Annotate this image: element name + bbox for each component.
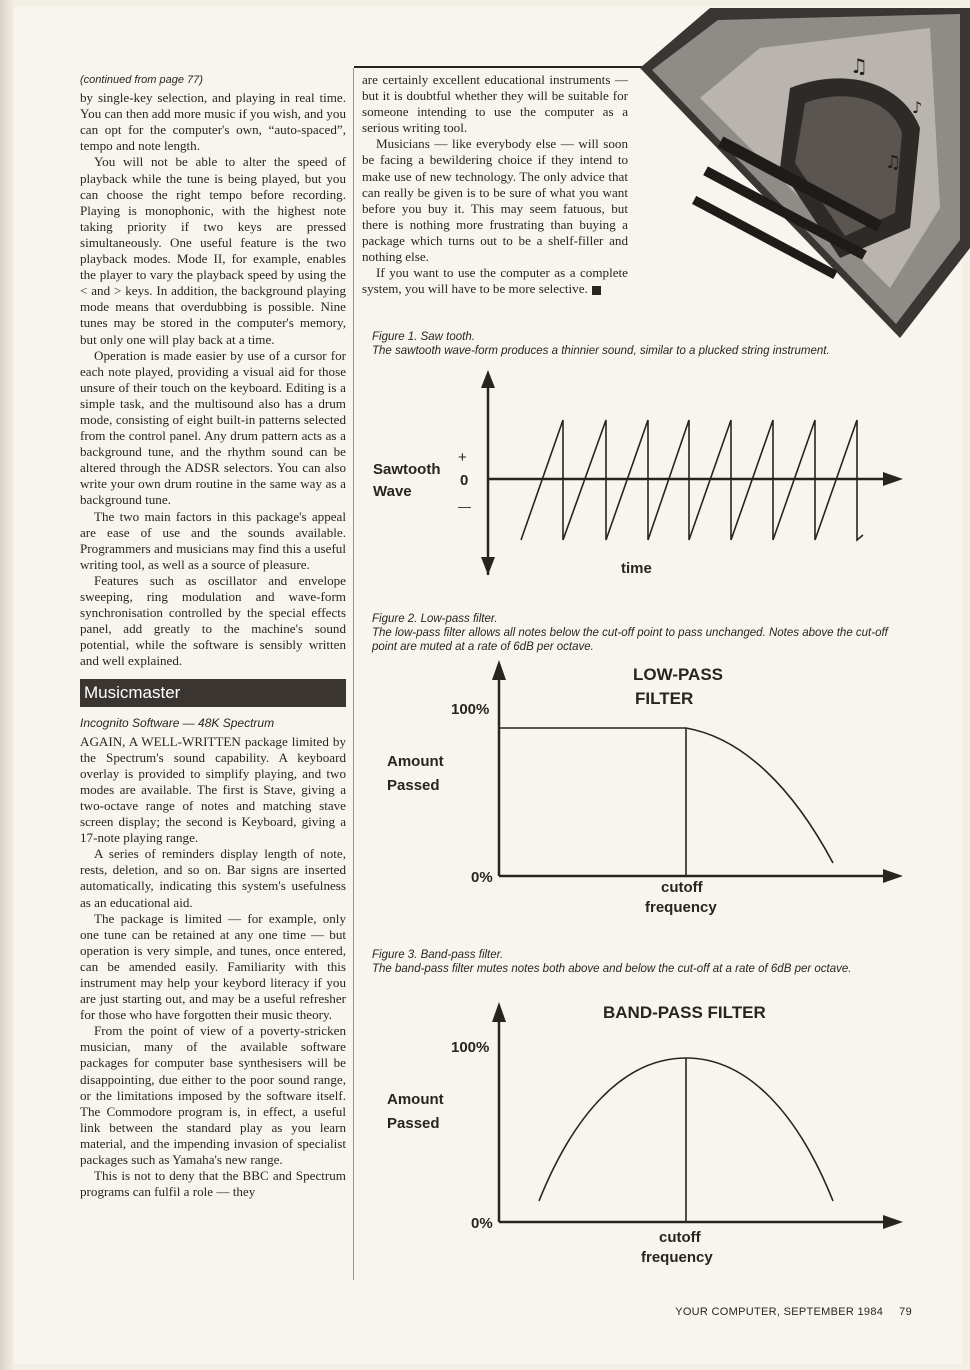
top-label: 100% <box>451 1039 490 1056</box>
y-axis-label: Wave <box>373 483 412 500</box>
figure1-caption <box>372 330 912 358</box>
x-axis-label: cutoff <box>661 879 703 896</box>
chart-title: FILTER <box>635 689 694 708</box>
figure1-description: The sawtooth wave-form produces a thinnier sound, similar to a plucked string instrument. <box>372 345 830 357</box>
low-pass-curve <box>499 728 833 863</box>
x-axis-label: cutoff <box>659 1229 701 1246</box>
paragraph: You will not be able to alter the speed of playback while the tune is being played, but you can choose the right tempo before recording. Playing is monophonic, with the highest note taking priority if two keys are pressed simultaneously. One useful feature is the two playback modes. Mode II, for example, enables the player to vary the playback speed by using the < and > keys. In addition, the background playing mode means that overdubbing is possible. Nine tunes may be stored in the computer's memory, but only one will play back at a time. <box>80 154 346 347</box>
paragraph: A series of reminders display length of note, rests, deletion, and so on. Bar signs are inserted automatically, indicating this system's usefulness as an educational aid. <box>80 846 346 910</box>
low-pass-chart <box>363 658 911 920</box>
column-divider <box>353 68 354 1280</box>
figure2-caption <box>372 612 912 654</box>
page-footer <box>659 1306 912 1318</box>
paragraph: by single-key selection, and playing in real time. You can then add more music if you wish, and you can opt for the computer's own, “auto-spaced”, tempo and note length. <box>80 90 346 154</box>
plus-label: + <box>458 449 467 466</box>
paragraph-text: If you want to use the computer as a complete system, you will have to be more selective. <box>362 265 628 297</box>
figure2-title: Figure 2. Low-pass filter. <box>372 613 498 625</box>
y-axis-label: Sawtooth <box>373 461 441 478</box>
x-axis-label: frequency <box>641 1249 713 1266</box>
x-axis-label: time <box>621 560 652 577</box>
piano-photo <box>640 8 970 338</box>
paragraph: Operation is made easier by use of a cursor for each note played, providing a visual aid for those unsure of their touch on the keyboard. Editing is a simple task, and the multisound also has a drum mode, consisting of eight built-in patterns selected from the control panel. Any drum pattern acts as a background tune, and the rhythm sound can be altered through the ADSR selectors. You can also write your own drum routine in the same way as a background tune. <box>80 347 346 508</box>
right-column <box>362 72 628 297</box>
paragraph: From the point of view of a poverty-stricken musician, many of the available software packages for computer base synthesisers will be disappointing, due either to the poor sound range, or the limitations imposed by the software itself. The Commodore program is, in effect, a useful link between the standard play as you learn material, and the impending invasion of specialist packages such as Yamaha's new range. <box>80 1023 346 1167</box>
svg-text:♫: ♫ <box>850 54 868 78</box>
y-axis-label: Passed <box>387 1115 440 1132</box>
y-axis-label: Passed <box>387 777 440 794</box>
svg-text:♪: ♪ <box>912 98 923 117</box>
end-mark-icon <box>592 286 601 295</box>
bottom-label: 0% <box>471 1215 493 1232</box>
page-edge <box>0 0 14 1370</box>
paragraph: This is not to deny that the BBC and Spectrum programs can fulfil a role — they <box>80 1168 346 1200</box>
top-rule <box>354 66 644 68</box>
section-heading: Musicmaster <box>80 679 346 707</box>
chart-title: BAND-PASS FILTER <box>603 1003 766 1022</box>
figure3-title: Figure 3. Band-pass filter. <box>372 949 504 961</box>
figure3-description: The band-pass filter mutes notes both above and below the cut-off at a rate of 6dB per octave. <box>372 963 852 975</box>
chart-title: LOW-PASS <box>633 665 724 684</box>
paragraph: Features such as oscillator and envelope sweeping, ring modulation and wave-form synchronisation controlled by the special effects panel, add greatly to the machine's sound potential, while the software is sensibly written and well explained. <box>80 572 346 669</box>
y-axis-label: Amount <box>387 1091 444 1108</box>
x-axis-label: frequency <box>645 899 717 916</box>
figure2-description: The low-pass filter allows all notes below the cut-off point to pass unchanged. Notes above the cut-off point are muted at a rate of 6dB per octave. <box>372 627 888 653</box>
page-number: 79 <box>899 1306 912 1318</box>
paragraph: AGAIN, A WELL-WRITTEN package limited by the Spectrum's sound capability. A keyboard overlay is provided to simplify playing, and two modes are available. The first is Stave, giving a two-octave range of notes and matching stave screen display; the second is Keyboard, giving a 17-note playing range. <box>80 733 346 846</box>
continued-note: (continued from page 77) <box>80 74 203 86</box>
left-column <box>80 72 346 1200</box>
bottom-label: 0% <box>471 869 493 886</box>
paragraph: The package is limited — for example, only one tune can be retained at any one time — but operation is very simple, and tunes, once entered, can be amended easily. Familiarity with this instrument may help your keybord literacy if you are just starting out, and may be a useful refresher for those who have forgotten their music theory. <box>80 910 346 1023</box>
zero-label: 0 <box>460 472 469 489</box>
paragraph: The two main factors in this package's appeal are ease of use and the sounds available. Programmers and musicians may find this a useful writing tool, as well as a source of pleasure. <box>80 508 346 572</box>
band-pass-chart <box>363 996 911 1266</box>
paragraph <box>362 265 628 297</box>
svg-text:♫: ♫ <box>885 152 902 173</box>
paragraph: are certainly excellent educational instruments — but it is doubtful whether they will be suitable for someone intending to use the computer as a serious writing tool. <box>362 72 628 136</box>
sawtooth-chart <box>363 370 911 600</box>
figure1-title: Figure 1. Saw tooth. <box>372 331 475 343</box>
paragraph: Musicians — like everybody else — will soon be facing a bewildering choice if they intend to make use of new technology. The only advice that can really be given is to be sure of what you want before you buy it. This may seem fatuous, but there is nothing more frustrating than buying a package which turns out to be a shelf-filler and nothing else. <box>362 136 628 265</box>
magazine-issue: YOUR COMPUTER, SEPTEMBER 1984 <box>675 1306 884 1318</box>
y-axis-label: Amount <box>387 753 444 770</box>
figure3-caption <box>372 948 912 976</box>
review-subtitle: Incognito Software — 48K Spectrum <box>80 716 275 731</box>
minus-label: — <box>458 499 471 514</box>
top-label: 100% <box>451 701 490 718</box>
